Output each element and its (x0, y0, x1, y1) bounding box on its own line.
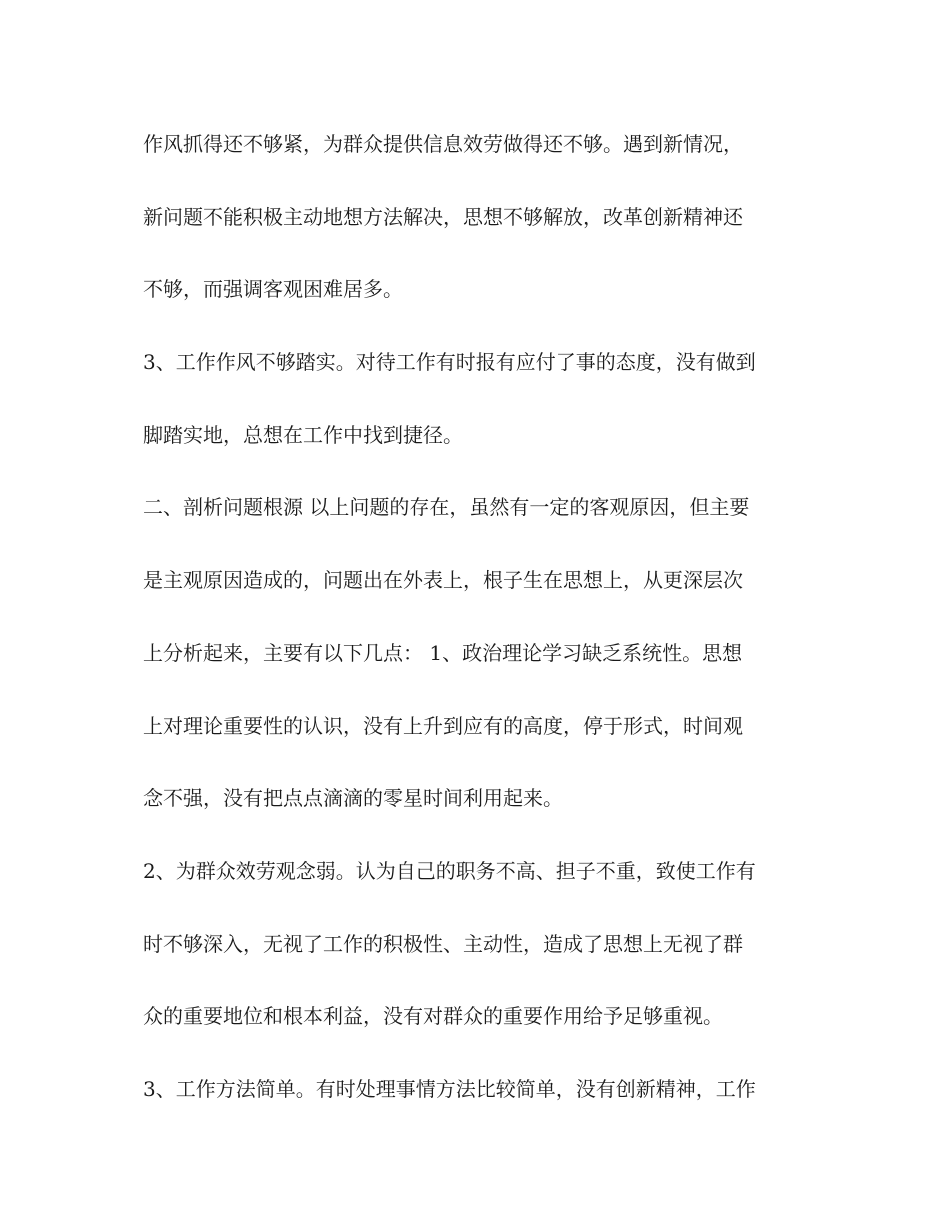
text-line: 上对理论重要性的认识，没有上升到应有的高度，停于形式，时间观 (143, 713, 743, 738)
document-body (143, 120, 808, 1138)
text-line: 二、剖析问题根源 以上问题的存在，虽然有一定的客观原因，但主要 (143, 495, 750, 520)
text-line: 3、工作方法简单。有时处理事情方法比较简单，没有创新精神，工作 (143, 1076, 756, 1101)
text-line: 念不强，没有把点点滴滴的零星时间利用起来。 (143, 786, 563, 811)
text-line: 3、工作作风不够踏实。对待工作有时报有应付了事的态度，没有做到 (143, 350, 756, 375)
text-line: 不够，而强调客观困难居多。 (143, 277, 403, 302)
text-line: 新问题不能积极主动地想方法解决，思想不够解放，改革创新精神还 (143, 204, 743, 229)
text-line: 上分析起来，主要有以下几点： 1、政治理论学习缺乏系统性。思想 (143, 640, 743, 665)
text-line: 是主观原因造成的，问题出在外表上，根子生在思想上，从更深层次 (143, 568, 743, 593)
text-line: 脚踏实地，总想在工作中找到捷径。 (143, 422, 463, 447)
text-line: 作风抓得还不够紧，为群众提供信息效劳做得还不够。遇到新情况， (143, 132, 743, 156)
text-line: 众的重要地位和根本利益，没有对群众的重要作用给予足够重视。 (143, 1004, 723, 1029)
text-line: 2、为群众效劳观念弱。认为自己的职务不高、担子不重，致使工作有 (143, 858, 756, 883)
text-line: 时不够深入，无视了工作的积极性、主动性，造成了思想上无视了群 (143, 931, 743, 956)
